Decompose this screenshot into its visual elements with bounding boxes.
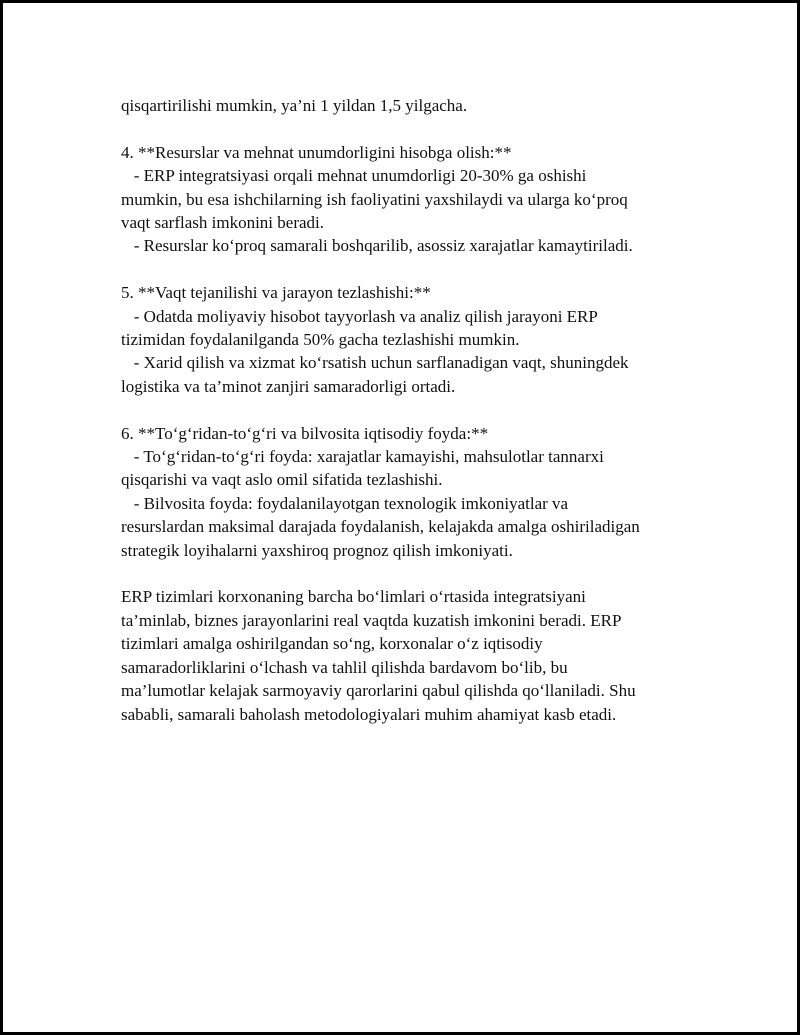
text-line: - Odatda moliyaviy hisobot tayyorlash va analiz qilish jarayoni ERP (121, 306, 598, 326)
text-line: strategik loyihalarni yaxshiroq prognoz qilish imkoniyati. (121, 540, 513, 560)
section-heading-6: 6. **To‘g‘ridan-to‘g‘ri va bilvosita iqtisodiy foyda:** (121, 423, 489, 443)
text-line: vaqt sarflash imkonini beradi. (121, 213, 325, 233)
blank-line (121, 398, 721, 421)
blank-line (121, 258, 721, 281)
text-line: - To‘g‘ridan-to‘g‘ri foyda: xarajatlar kamayishi, mahsulotlar tannarxi (121, 447, 604, 467)
text-line: mumkin, bu esa ishchilarning ish faoliyatini yaxshilaydi va ularga ko‘proq (121, 189, 628, 209)
text-line: ma’lumotlar kelajak sarmoyaviy qarorlarini qabul qilishda qo‘llaniladi. Shu (121, 681, 636, 701)
text-line: qisqartirilishi mumkin, ya’ni 1 yildan 1,5 yilgacha. (121, 96, 468, 115)
text-line: sababli, samarali baholash metodologiyalari muhim ahamiyat kasb etadi. (121, 704, 617, 724)
text-line: qisqarishi va vaqt aslo omil sifatida tezlashishi. (121, 470, 443, 490)
section-heading-5: 5. **Vaqt tejanilishi va jarayon tezlashishi:** (121, 283, 431, 303)
text-line: ERP tizimlari korxonaning barcha bo‘limlari o‘rtasida integratsiyani (121, 587, 586, 607)
text-line: - Resurslar ko‘proq samarali boshqarilib, asossiz xarajatlar kamaytiriladi. (121, 236, 633, 256)
text-line: tizimidan foydalanilganda 50% gacha tezlashishi mumkin. (121, 330, 520, 350)
document-body (121, 94, 721, 726)
text-line: logistika va ta’minot zanjiri samaradorligi ortadi. (121, 376, 456, 396)
text-line: - Xarid qilish va xizmat ko‘rsatish uchun sarflanadigan vaqt, shuningdek (121, 353, 629, 373)
text-line: samaradorliklarini o‘lchash va tahlil qilishda bardavom bo‘lib, bu (121, 657, 568, 677)
text-line: tizimlari amalga oshirilgandan so‘ng, korxonalar o‘z iqtisodiy (121, 634, 543, 654)
text-line: - Bilvosita foyda: foydalanilayotgan texnologik imkoniyatlar va (121, 493, 569, 513)
blank-line (121, 117, 721, 140)
blank-line (121, 562, 721, 585)
text-line: ta’minlab, biznes jarayonlarini real vaqtda kuzatish imkonini beradi. ERP (121, 610, 622, 630)
section-heading-4: 4. **Resurslar va mehnat unumdorligini hisobga olish:** (121, 142, 512, 162)
text-line: - ERP integratsiyasi orqali mehnat unumdorligi 20-30% ga oshishi (121, 166, 587, 186)
text-line: resurslardan maksimal darajada foydalanish, kelajakda amalga oshiriladigan (121, 517, 640, 537)
